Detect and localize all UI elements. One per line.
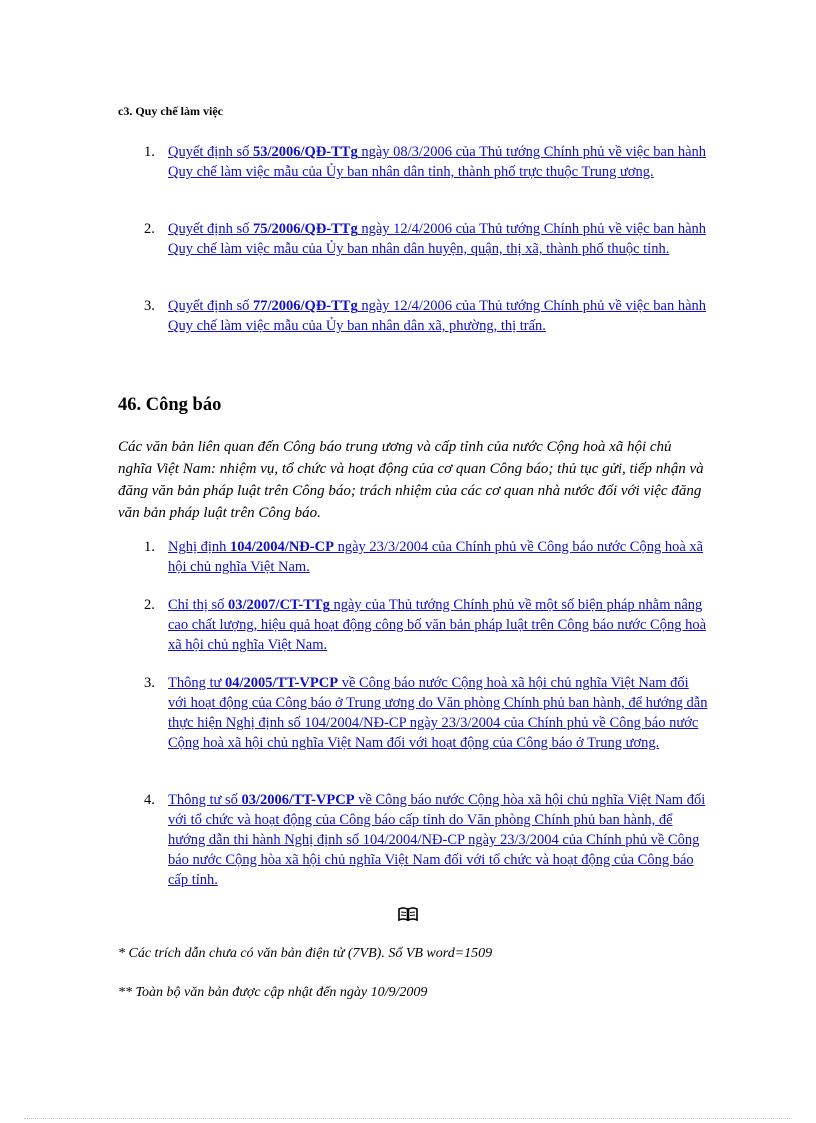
list-number: 3. <box>144 298 155 314</box>
document-code: 77/2006/QĐ-TTg <box>252 298 358 314</box>
list-item-text <box>168 142 708 182</box>
list-number: 1. <box>144 144 155 160</box>
section-c3-title: c3. Quy chế làm việc <box>118 104 223 118</box>
list-item-text <box>168 790 708 890</box>
list-number: 2. <box>144 597 155 613</box>
section-intro: Các văn bản liên quan đến Công báo trung ương và cấp tỉnh của nước Cộng hoà xã hội chủ nghĩa Việt Nam: nhiệm vụ, tổ chức và hoạt động của cơ quan Công báo; thủ tục gửi, tiếp nhận và đăng văn bản pháp luật trên Công báo; trách nhiệm của các cơ quan nhà nước đối với việc đăng văn bản pháp luật trên Công báo. <box>118 439 704 521</box>
list-number: 2. <box>144 221 155 237</box>
document-link[interactable]: Nghị định 104/2004/NĐ-CP ngày 23/3/2004 của Chính phủ về Công báo nước Cộng hoà xã hội chủ nghĩa Việt Nam. <box>168 539 704 575</box>
list-number: 1. <box>144 539 155 555</box>
page-bottom-divider <box>24 1118 792 1119</box>
section-46-title: 46. Công báo <box>118 395 222 415</box>
list-item-text <box>168 296 708 336</box>
open-book-icon <box>398 906 418 927</box>
document-code: 03/2006/TT-VPCP <box>241 792 355 808</box>
document-code: 04/2005/TT-VPCP <box>225 675 339 691</box>
footnote: ** Toàn bộ văn bản được cập nhật đến ngày 10/9/2009 <box>118 985 428 1000</box>
document-code: 03/2007/CT-TTg <box>228 597 330 613</box>
document-link[interactable]: Quyết định số 75/2006/QĐ-TTg ngày 12/4/2006 của Thủ tướng Chính phủ về việc ban hành Quy chế làm việc mẫu của Ủy ban nhân dân huyện, quận, thị xã, thành phố thuộc tỉnh. <box>168 221 707 257</box>
list-number: 3. <box>144 675 155 691</box>
document-code: 53/2006/QĐ-TTg <box>252 144 358 160</box>
list-number: 4. <box>144 792 155 808</box>
footnote: * Các trích dẫn chưa có văn bản điện tử (7VB). Số VB word=1509 <box>118 946 493 961</box>
document-code: 75/2006/QĐ-TTg <box>252 221 358 237</box>
list-item-text <box>168 595 708 655</box>
document-link[interactable]: Thông tư số 03/2006/TT-VPCP về Công báo nước Cộng hòa xã hội chủ nghĩa Việt Nam đối với tổ chức và hoạt động của Công báo cấp tỉnh do Văn phòng Chính phủ ban hành, để hướng dẫn thi hành Nghị định số 104/2004/NĐ-CP ngày 23/3/2004 của Chính phủ về Công báo nước Cộng hòa xã hội chủ nghĩa Việt Nam đối với tổ chức và hoạt động của Công báo cấp tỉnh. <box>168 792 706 888</box>
document-link[interactable]: Chỉ thị số 03/2007/CT-TTg ngày của Thủ tướng Chính phủ về một số biện pháp nhằm nâng cao chất lượng, hiệu quả hoạt động công bố văn bản pháp luật trên Công báo nước Cộng hoà xã hội chủ nghĩa Việt Nam. <box>168 597 707 653</box>
list-item-text <box>168 673 708 753</box>
list-item-text <box>168 537 708 577</box>
document-link[interactable]: Quyết định số 77/2006/QĐ-TTg ngày 12/4/2006 của Thủ tướng Chính phủ về việc ban hành Quy chế làm việc mẫu của Ủy ban nhân dân xã, phường, thị trấn. <box>168 298 707 334</box>
document-link[interactable]: Quyết định số 53/2006/QĐ-TTg ngày 08/3/2006 của Thủ tướng Chính phủ về việc ban hành Quy chế làm việc mẫu của Ủy ban nhân dân tỉnh, thành phố trực thuộc Trung ương. <box>168 144 707 180</box>
document-link[interactable]: Thông tư 04/2005/TT-VPCP về Công báo nước Cộng hoà xã hội chủ nghĩa Việt Nam đối với hoạt động của Công báo ở Trung ương do Văn phòng Chính phủ ban hành, để hướng dẫn thực hiện Nghị định số 104/2004/NĐ-CP ngày 23/3/2004 của Chính phủ về Công báo nước Cộng hoà xã hội chủ nghĩa Việt Nam đối với hoạt động của Công báo ở Trung ương. <box>168 675 708 751</box>
document-code: 104/2004/NĐ-CP <box>230 539 334 555</box>
list-item-text <box>168 219 708 259</box>
